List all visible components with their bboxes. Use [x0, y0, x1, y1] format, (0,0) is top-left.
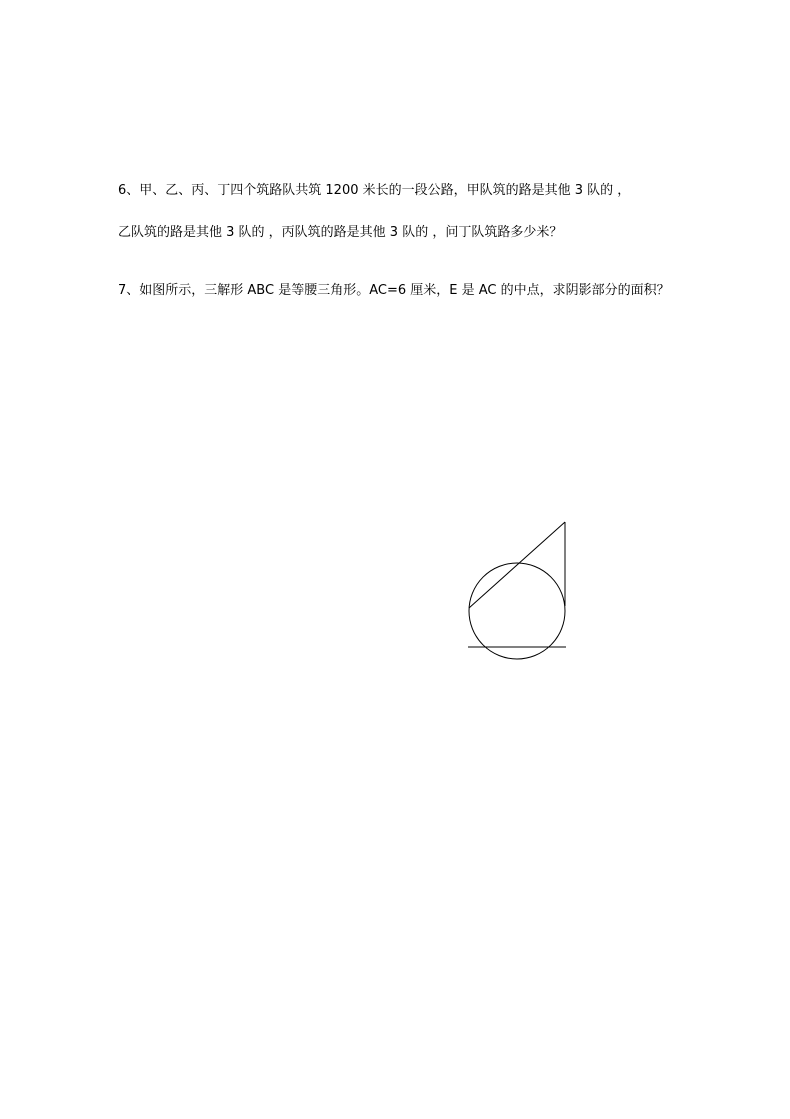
question-7-text: 7、如图所示，三解形 ABC 是等腰三角形。AC=6 厘米，E 是 AC 的中点，求阴影部分的面积？: [118, 283, 670, 298]
figure-hypotenuse: [469, 522, 565, 608]
question-6-line-1: 6、甲、乙、丙、丁四个筑路队共筑 1200 米长的一段公路，甲队筑的路是其他 3 队的 ，: [118, 183, 631, 198]
question-6-line-2: 乙队筑的路是其他 3 队的 ，丙队筑的路是其他 3 队的 ，问丁队筑路多少米？: [118, 225, 563, 240]
figure-circle: [469, 563, 565, 659]
